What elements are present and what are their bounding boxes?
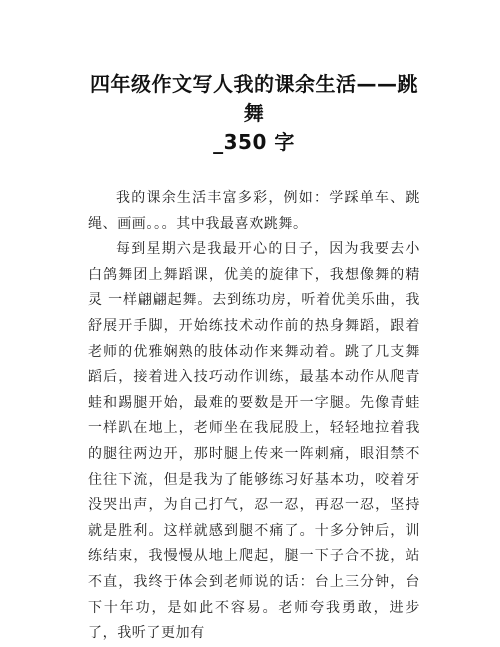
paragraph-1: 我的课余生活丰富多彩，例如：学踩单车、跳绳、画画。。。其中我最喜欢跳舞。	[88, 190, 420, 232]
paragraph-2: 每到星期六是我最开心的日子，因为我要去小白鸽舞团上舞蹈课，优美的旋律下，我想像舞的精灵 一样翩翩起舞。去到练功房，听着优美乐曲，我舒展开手脚，开始练技术动作前的热身舞蹈，跟着老师的优雅娴熟的肢体动作来舞动着。跳了几支舞蹈后，接着进入技巧动作训练，最基本动作从爬青蛙和踢腿开始，最难的要数是开一字腿。先像青蛙一样趴在地上，老师坐在我屁股上，轻轻地拉着我的腿往两边开，那时腿上传来一阵刺痛，眼泪禁不住往下流，但是我为了能够练习好基本功，咬着牙没哭出声，为自己打气，忍一忍，再忍一忍，坚持就是胜利。这样就感到腿不痛了。十多分钟后，训练结束，我慢慢从地上爬起，腿一下子合不拢，站不直，我终于体会到老师说的话：台上三分钟，台下十年功，是如此不容易。老师夸我勇敢，进步了，我听了更加有	[88, 241, 420, 642]
title-line-2: _350 字	[213, 130, 295, 154]
article-body	[88, 186, 420, 647]
title-line-1: 四年级作文写人我的课余生活——跳舞	[90, 72, 418, 125]
article-title	[88, 0, 420, 157]
